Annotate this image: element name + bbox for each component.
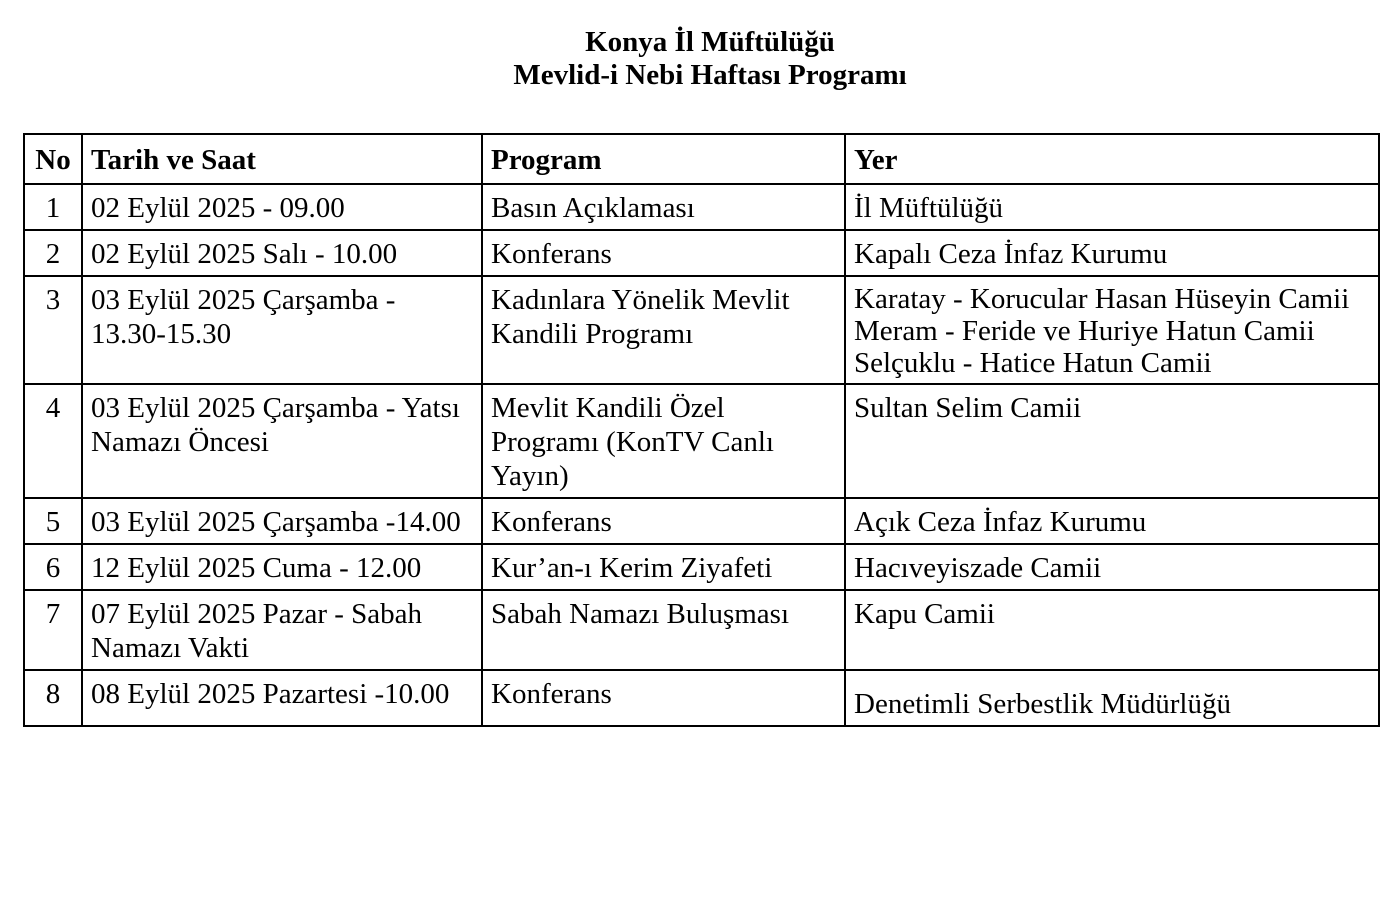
table-row [24, 544, 1379, 590]
cell-program: Konferans [482, 230, 845, 276]
yer-line: Kapalı Ceza İnfaz Kurumu [854, 238, 1168, 270]
table-row [24, 498, 1379, 544]
document-header [0, 26, 1400, 92]
table-row [24, 590, 1379, 670]
cell-yer [845, 276, 1379, 384]
column-header-program: Program [482, 134, 845, 184]
yer-line: Denetimli Serbestlik Müdürlüğü [854, 688, 1231, 720]
yer-line: İl Müftülüğü [854, 192, 1004, 224]
cell-no: 7 [24, 590, 82, 670]
document-title: Konya İl Müftülüğü [585, 26, 835, 58]
cell-no: 6 [24, 544, 82, 590]
cell-program: Konferans [482, 498, 845, 544]
cell-tarih: 12 Eylül 2025 Cuma - 12.00 [82, 544, 482, 590]
cell-yer [845, 590, 1379, 670]
cell-no: 5 [24, 498, 82, 544]
cell-yer [845, 670, 1379, 726]
column-header-tarih: Tarih ve Saat [82, 134, 482, 184]
cell-program: Mevlit Kandili Özel Programı (KonTV Canlı Yayın) [482, 384, 845, 498]
cell-tarih: 03 Eylül 2025 Çarşamba - Yatsı Namazı Öncesi [82, 384, 482, 498]
yer-line: Karatay - Korucular Hasan Hüseyin Camii [854, 283, 1350, 315]
cell-no: 3 [24, 276, 82, 384]
yer-line: Selçuklu - Hatice Hatun Camii [854, 347, 1212, 379]
cell-yer [845, 230, 1379, 276]
cell-tarih: 02 Eylül 2025 - 09.00 [82, 184, 482, 230]
cell-program: Konferans [482, 670, 845, 726]
column-header-no: No [24, 134, 82, 184]
table-row [24, 670, 1379, 726]
cell-yer [845, 544, 1379, 590]
table-row [24, 230, 1379, 276]
cell-tarih: 02 Eylül 2025 Salı - 10.00 [82, 230, 482, 276]
cell-no: 8 [24, 670, 82, 726]
cell-yer [845, 498, 1379, 544]
table-row [24, 276, 1379, 384]
yer-line: Hacıveyiszade Camii [854, 552, 1102, 584]
column-header-yer: Yer [845, 134, 1379, 184]
program-table [23, 133, 1380, 727]
cell-program: Kur’an-ı Kerim Ziyafeti [482, 544, 845, 590]
yer-line: Meram - Feride ve Huriye Hatun Camii [854, 315, 1315, 347]
cell-program: Basın Açıklaması [482, 184, 845, 230]
yer-line: Kapu Camii [854, 598, 995, 630]
cell-yer [845, 384, 1379, 498]
yer-line: Açık Ceza İnfaz Kurumu [854, 506, 1147, 538]
cell-tarih: 08 Eylül 2025 Pazartesi -10.00 [82, 670, 482, 726]
cell-no: 4 [24, 384, 82, 498]
table-header [24, 134, 1379, 184]
document-subtitle: Mevlid-i Nebi Haftası Programı [513, 59, 907, 91]
cell-tarih: 03 Eylül 2025 Çarşamba -14.00 [82, 498, 482, 544]
cell-no: 2 [24, 230, 82, 276]
cell-program: Sabah Namazı Buluşması [482, 590, 845, 670]
cell-tarih: 03 Eylül 2025 Çarşamba - 13.30-15.30 [82, 276, 482, 384]
table-row [24, 384, 1379, 498]
cell-no: 1 [24, 184, 82, 230]
table-body [24, 184, 1379, 726]
table-header-row [24, 134, 1379, 184]
cell-tarih: 07 Eylül 2025 Pazar - Sabah Namazı Vakti [82, 590, 482, 670]
table-row [24, 184, 1379, 230]
yer-line: Sultan Selim Camii [854, 392, 1082, 424]
cell-program: Kadınlara Yönelik Mevlit Kandili Programı [482, 276, 845, 384]
cell-yer [845, 184, 1379, 230]
